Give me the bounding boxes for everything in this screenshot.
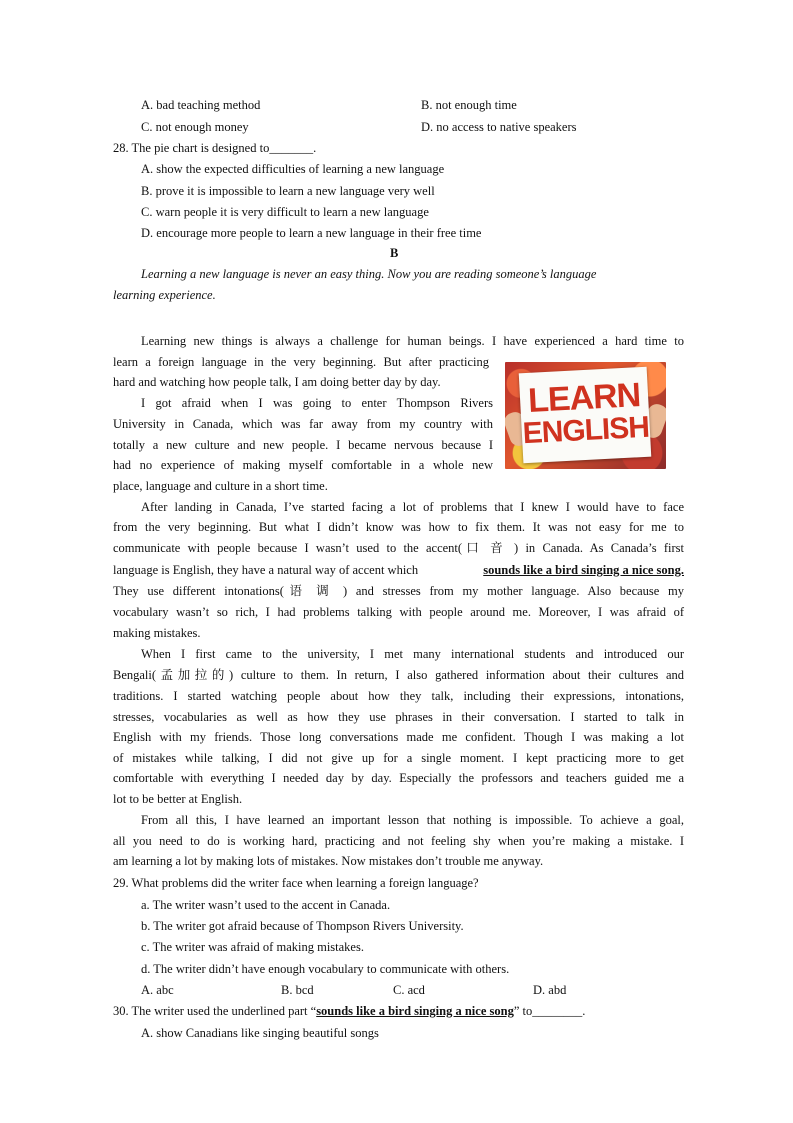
q27-option-a: A. bad teaching method <box>141 98 261 112</box>
q27-option-c: C. not enough money <box>141 120 249 134</box>
q30-underlined-phrase: sounds like a bird singing a nice song <box>316 1004 514 1018</box>
q29-statement-a: a. The writer wasn’t used to the accent in Canada. <box>141 898 391 912</box>
p4-line2: Bengali(孟加拉的) culture to them. In return, I also gathered information about their cultures and <box>113 668 684 682</box>
learn-english-image <box>505 362 666 469</box>
q30-stem <box>113 1003 585 1019</box>
q29-option-c: C. acd <box>393 983 425 997</box>
card-word-learn: LEARN <box>527 376 642 420</box>
p4-line5: English with my friends. Those long conversations made me confident. Though I was making a lot <box>113 730 684 744</box>
q28-option-b: B. prove it is impossible to learn a new language very well <box>141 184 435 198</box>
p3-line4-text: language is English, they have a natural way of accent which <box>113 563 419 577</box>
q30-stem-pre: 30. The writer used the underlined part “ <box>113 1004 317 1018</box>
q30-option-a: A. show Canadians like singing beautiful songs <box>141 1026 379 1040</box>
p4-line8: lot to be better at English. <box>113 792 243 806</box>
p5-line1: From all this, I have learned an important lesson that nothing is impossible. To achieve a goal, <box>141 813 684 827</box>
p4-line1: When I first came to the university, I met many international students and introduced our <box>141 647 684 661</box>
p3-line4 <box>113 562 684 578</box>
p1-line3: hard and watching how people talk, I am doing better day by day. <box>113 375 441 389</box>
p3-line5: They use different intonations(语 调 ) and stresses from my mother language. Also because my <box>113 584 684 598</box>
q28-stem: 28. The pie chart is designed to_______. <box>113 141 317 155</box>
underlined-phrase: sounds like a bird singing a nice song. <box>483 563 684 577</box>
p2-line1: I got afraid when I was going to enter Thompson Rivers <box>141 396 493 410</box>
q29-statement-c: c. The writer was afraid of making mistakes. <box>141 940 364 954</box>
p4-line4: stresses, vocabularies as well as how they use phrases in their conversation. I started to talk in <box>113 710 684 724</box>
p5-line3: am learning a lot by making lots of mistakes. Now mistakes don’t trouble me anyway. <box>113 854 544 868</box>
q29-option-d: D. abd <box>533 983 567 997</box>
q29-stem: 29. What problems did the writer face when learning a foreign language? <box>113 876 479 890</box>
section-intro-line2: learning experience. <box>113 288 216 302</box>
q29-option-a: A. abc <box>141 983 174 997</box>
q28-option-d: D. encourage more people to learn a new language in their free time <box>141 226 482 240</box>
q27-option-b: B. not enough time <box>421 98 517 112</box>
p2-line4: had no experience of making myself comfortable in a whole new <box>113 458 493 472</box>
p3-line2: from the very beginning. But what I didn’t know was how to fix them. It was not easy for me to <box>113 520 684 534</box>
q28-option-c: C. warn people it is very difficult to learn a new language <box>141 205 429 219</box>
p4-line3: traditions. I started watching people about how they talk, including their expressions, intonations, <box>113 689 684 703</box>
p1-line1: Learning new things is always a challenge for human beings. I have experienced a hard time to <box>141 334 684 348</box>
section-letter: B <box>390 246 399 260</box>
p3-line7: making mistakes. <box>113 626 201 640</box>
p4-line7: comfortable with everything I needed day by day. Especially the professors and teachers guided me a <box>113 771 684 785</box>
q29-statement-d: d. The writer didn’t have enough vocabulary to communicate with others. <box>141 962 510 976</box>
learn-english-card <box>519 367 652 464</box>
p3-line1: After landing in Canada, I’ve started facing a lot of problems that I knew I would have to face <box>141 500 684 514</box>
section-intro-line1: Learning a new language is never an easy thing. Now you are reading someone’s language <box>141 267 597 281</box>
p5-line2: all you need to do is working hard, practicing and not feeling shy when you’re making a mistake. I <box>113 834 684 848</box>
q29-statement-b: b. The writer got afraid because of Thompson Rivers University. <box>141 919 464 933</box>
p2-line5: place, language and culture in a short time. <box>113 479 328 493</box>
p2-line2: University in Canada, which was far away from my country with <box>113 417 493 431</box>
card-word-english: ENGLISH <box>521 410 650 451</box>
q27-option-d: D. no access to native speakers <box>421 120 577 134</box>
q28-option-a: A. show the expected difficulties of learning a new language <box>141 162 445 176</box>
p2-line3: totally a new culture and new people. I became nervous because I <box>113 438 493 452</box>
q30-stem-post: ” to________. <box>513 1004 586 1018</box>
p3-line3: communicate with people because I wasn’t used to the accent(口 音 ) in Canada. As Canada’s first <box>113 541 684 555</box>
q29-option-b: B. bcd <box>281 983 314 997</box>
p1-line2: learn a foreign language in the very beginning. But after practicing <box>113 355 489 369</box>
p4-line6: of mistakes while talking, I did not give up for a single moment. I kept practicing more to get <box>113 751 684 765</box>
p3-line6: vocabulary wasn’t so rich, I had problems talking with people around me. Moreover, I was afraid of <box>113 605 684 619</box>
